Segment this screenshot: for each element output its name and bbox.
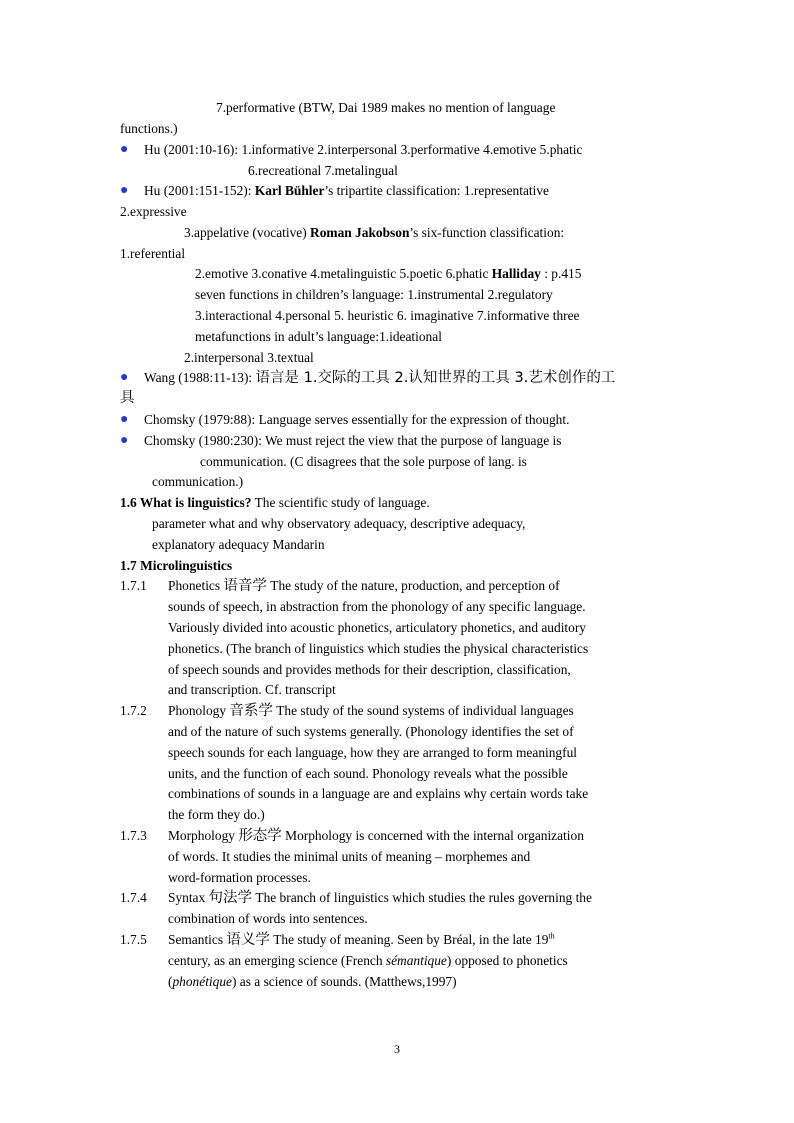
text-line: 2.emotive 3.conative 4.metalinguistic 5.poetic 6.phatic Halliday : p.415 [195, 266, 582, 281]
text-line: century, as an emerging science (French sémantique) opposed to phonetics [168, 953, 568, 968]
text-line: 1.referential [120, 246, 186, 261]
text-line: Wang (1988:11-13): 语言是 1.交际的工具 2.认知世界的工具 3.艺术创作的工 [144, 370, 616, 386]
subsection-number: 1.7.5 [120, 932, 147, 947]
text-line: parameter what and why observatory adequacy, descriptive adequacy, [152, 516, 526, 531]
subsection-number: 1.7.2 [120, 703, 147, 718]
bullet-icon: ● [120, 370, 129, 385]
author-name: Karl Bühler [254, 183, 325, 198]
text-line: Chomsky (1979:88): Language serves essentially for the expression of thought. [144, 412, 570, 427]
text-line: (phonétique) as a science of sounds. (Matthews,1997) [168, 974, 457, 989]
text-line: and transcription. Cf. transcript [168, 682, 336, 697]
bullet-icon: ● [120, 433, 129, 448]
text-line: metafunctions in adult’s language:1.ideational [195, 329, 442, 344]
text-line: 具 [120, 390, 135, 406]
text-line: phonetics. (The branch of linguistics which studies the physical characteristics [168, 641, 589, 656]
chinese-text: 语言是 1.交际的工具 2.认知世界的工具 3.艺术创作的工 [255, 370, 616, 386]
text-line: sounds of speech, in abstraction from the phonology of any specific language. [168, 599, 586, 614]
text-line: of speech sounds and provides methods for their description, classification, [168, 662, 571, 677]
author-name: Halliday [491, 266, 541, 281]
section-heading: 1.6 What is linguistics? The scientific study of language. [120, 495, 430, 510]
subsection-line: 1.7.5 Semantics 语义学 The study of meaning. Seen by Bréal, in the late 19th [120, 931, 555, 948]
text-line: word-formation processes. [168, 870, 311, 885]
text-line: the form they do.) [168, 807, 265, 822]
section-heading: 1.7 Microlinguistics [120, 558, 233, 573]
text-line: and of the nature of such systems generally. (Phonology identifies the set of [168, 724, 574, 739]
text-line: Hu (2001:151-152): Karl Bühler’s tripartite classification: 1.representative [144, 183, 549, 198]
text-line: 6.recreational 7.metalingual [248, 163, 398, 178]
chinese-text: 语义学 [226, 932, 270, 948]
subsection-line: 1.7.4 Syntax 句法学 The branch of linguistics which studies the rules governing the [120, 890, 592, 906]
text-line: seven functions in children’s language: 1.instrumental 2.regulatory [195, 287, 553, 302]
text-line: 2.interpersonal 3.textual [184, 350, 314, 365]
chinese-text: 音系学 [229, 703, 273, 719]
text-line: Hu (2001:10-16): 1.informative 2.interpersonal 3.performative 4.emotive 5.phatic [144, 142, 583, 157]
bullet-icon: ● [120, 412, 129, 427]
subsection-line: 1.7.3 Morphology 形态学 Morphology is concerned with the internal organization [120, 828, 584, 844]
text-line: combinations of sounds in a language are and explains why certain words take [168, 786, 589, 801]
superscript: th [548, 931, 555, 941]
chinese-text: 形态学 [238, 828, 282, 844]
text-line: combination of words into sentences. [168, 911, 368, 926]
author-name: Roman Jakobson [310, 225, 410, 240]
text-line: communication.) [152, 474, 244, 489]
chinese-text: 句法学 [208, 890, 253, 906]
subsection-number: 1.7.1 [120, 578, 147, 593]
text-line: 7.performative (BTW, Dai 1989 makes no mention of language [216, 100, 556, 115]
text-line: units, and the function of each sound. Phonology reveals what the possible [168, 766, 568, 781]
text-line: Variously divided into acoustic phonetics, articulatory phonetics, and auditory [168, 620, 586, 635]
italic-term: phonétique [172, 974, 232, 989]
text-line: speech sounds for each language, how they are arranged to form meaningful [168, 745, 578, 760]
text-line: explanatory adequacy Mandarin [152, 537, 325, 552]
text-line: communication. (C disagrees that the sole purpose of lang. is [200, 454, 527, 469]
text-line: Chomsky (1980:230): We must reject the view that the purpose of language is [144, 433, 562, 448]
text-line: functions.) [120, 121, 178, 136]
bullet-icon: ● [120, 142, 129, 157]
page-number: 3 [394, 1042, 400, 1056]
text-line: 3.appelative (vocative) Roman Jakobson’s six-function classification: [184, 225, 565, 240]
text-line: of words. It studies the minimal units of meaning – morphemes and [168, 849, 531, 864]
text-line: 3.interactional 4.personal 5. heuristic 6. imaginative 7.informative three [195, 308, 580, 323]
subsection-number: 1.7.4 [120, 890, 147, 905]
italic-term: sémantique [385, 953, 447, 968]
subsection-number: 1.7.3 [120, 828, 147, 843]
bullet-icon: ● [120, 183, 129, 198]
chinese-text: 语音学 [223, 578, 267, 594]
text-line: 2.expressive [120, 204, 187, 219]
subsection-line: 1.7.1 Phonetics 语音学 The study of the nature, production, and perception of [120, 578, 560, 594]
subsection-line: 1.7.2 Phonology 音系学 The study of the sound systems of individual languages [120, 703, 574, 719]
